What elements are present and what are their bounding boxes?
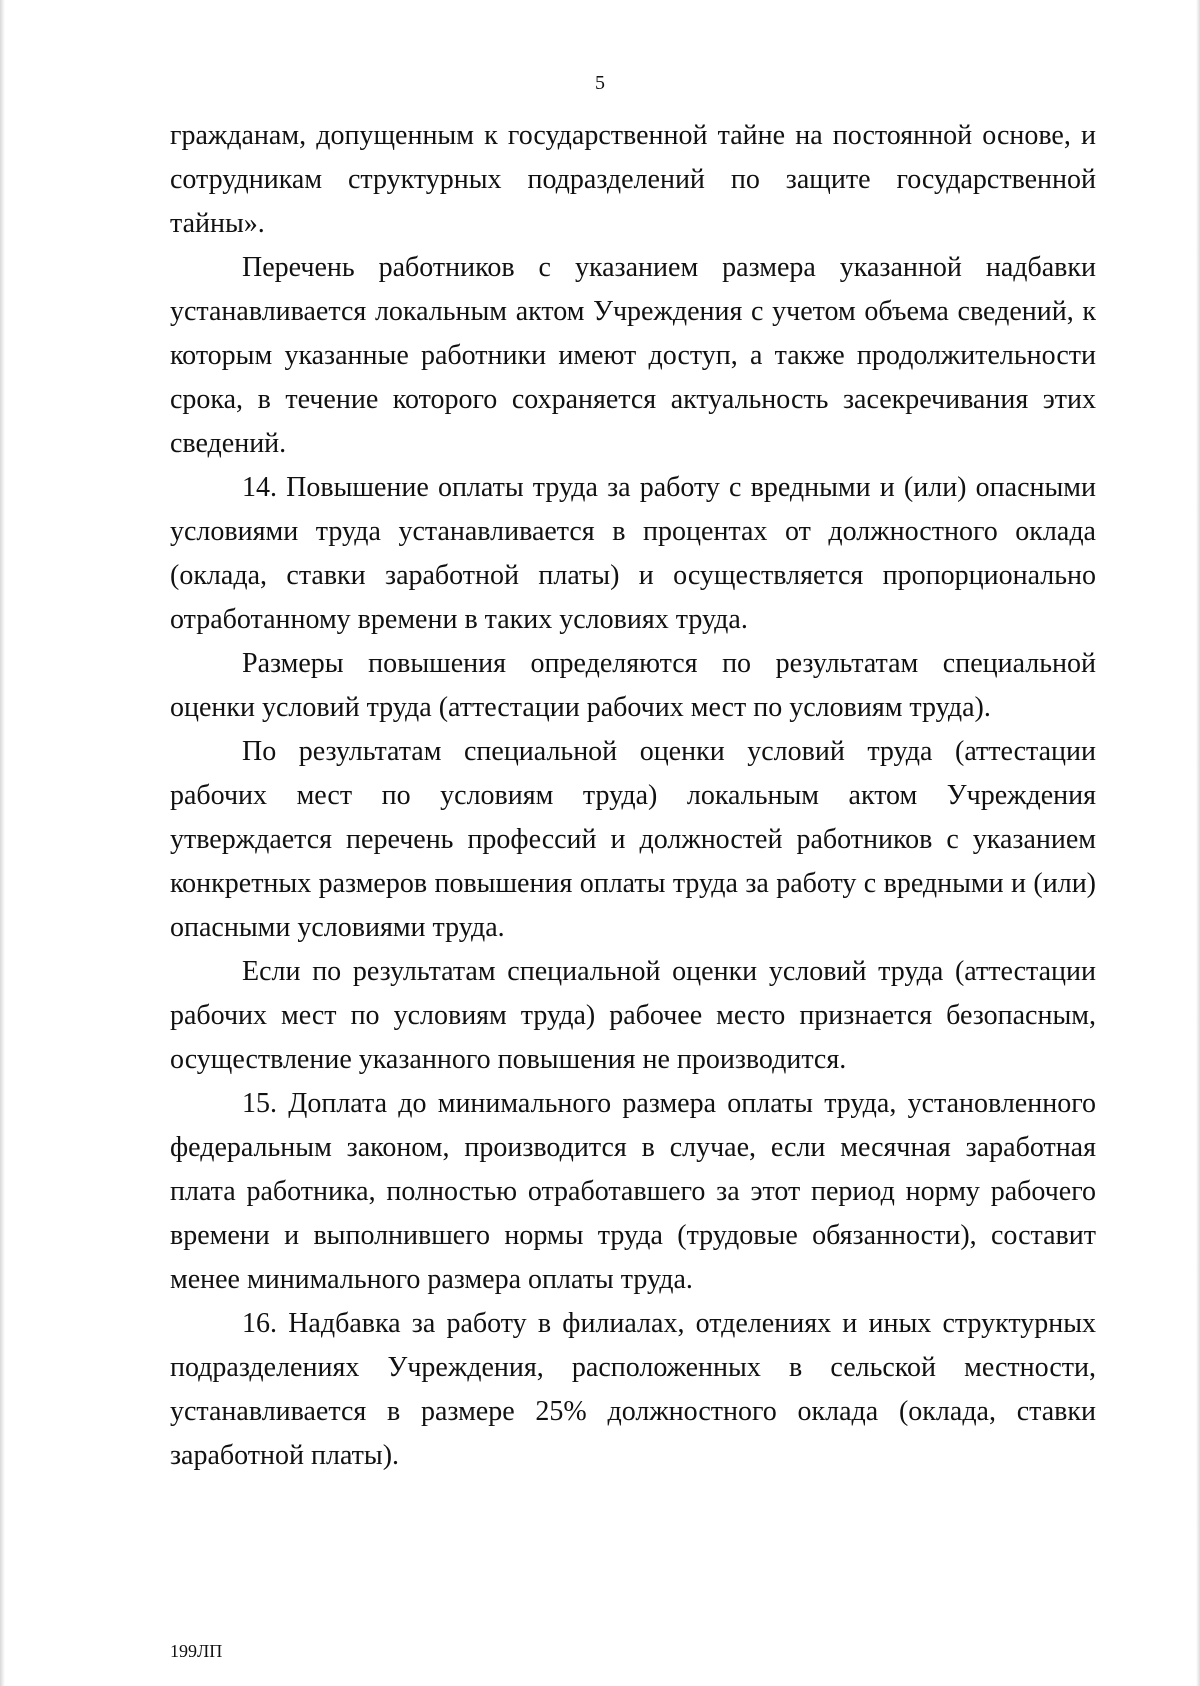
paragraph-3: 14. Повышение оплаты труда за работу с вредными и (или) опасными условиями труда устанавливается в процентах от должностного оклада (оклада, ставки заработной платы) и осуществляется пропорционально отработанному времени в таких условиях труда. (170, 472, 1096, 635)
paragraph-8: 16. Надбавка за работу в филиалах, отделениях и иных структурных подразделениях Учреждения, расположенных в сельской местности, устанавливается в размере 25% должностного оклада (оклада, ставки заработной платы). (170, 1308, 1096, 1471)
paragraph-4: Размеры повышения определяются по результатам специальной оценки условий труда (аттестации рабочих мест по условиям труда). (170, 648, 1096, 723)
paragraph-2: Перечень работников с указанием размера указанной надбавки устанавливается локальным актом Учреждения с учетом объема сведений, к которым указанные работники имеют доступ, а также продолжительности срока, в течение которого сохраняется актуальность засекречивания этих сведений. (170, 252, 1096, 459)
page-number: 5 (595, 72, 605, 94)
footer-document-code: 199ЛП (170, 1641, 223, 1661)
paragraph-1: гражданам, допущенным к государственной тайне на постоянной основе, и сотрудникам структурных подразделений по защите государственной тайны». (170, 120, 1096, 239)
paragraph-5: По результатам специальной оценки условий труда (аттестации рабочих мест по условиям труда) локальным актом Учреждения утверждается перечень профессий и должностей работников с указанием конкретных размеров повышения оплаты труда за работу с вредными и (или) опасными условиями труда. (170, 736, 1096, 943)
scan-edge-right (1196, 0, 1200, 1686)
scan-edge-left (0, 0, 5, 1686)
document-body (170, 114, 1096, 1478)
paragraph-7: 15. Доплата до минимального размера оплаты труда, установленного федеральным законом, производится в случае, если месячная заработная плата работника, полностью отработавшего за этот период норму рабочего времени и выполнившего нормы труда (трудовые обязанности), составит менее минимального размера оплаты труда. (170, 1088, 1096, 1295)
paragraph-6: Если по результатам специальной оценки условий труда (аттестации рабочих мест по условиям труда) рабочее место признается безопасным, осуществление указанного повышения не производится. (170, 956, 1096, 1075)
